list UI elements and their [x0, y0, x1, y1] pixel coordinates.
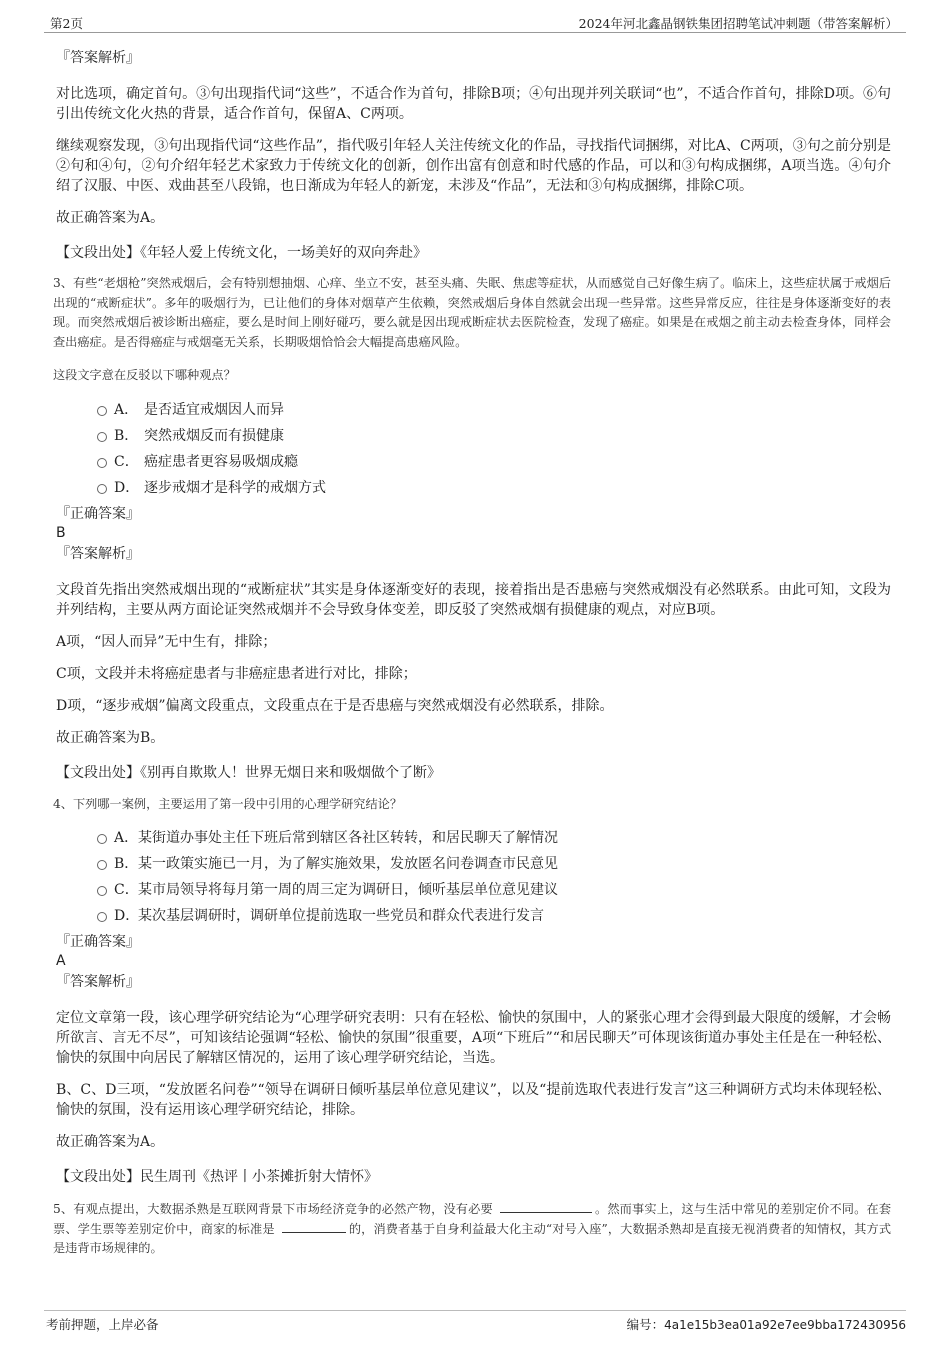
q2-analysis-p1: 对比选项，确定首句。③句出现指代词“这些”，不适合作为首句，排除B项；④句出现并列关联词“也”，不适合作首句，排除D项。⑥句引出传统文化火热的背景，适合作首句，保留A、C两项。	[56, 86, 891, 122]
blank-line[interactable]	[500, 1200, 592, 1213]
page-number: 第2页	[50, 16, 83, 31]
q2-analysis-p2: 继续观察发现，③句出现指代词“这些作品”，指代吸引年轻人关注传统文化的作品，寻找指代词捆绑，对比A、C两项，③句之前分别是②句和④句，②句介绍年轻艺术家致力于传统文化的创新，创作出富有创意和时代感的作品，可以和③句构成捆绑，A项当选。④句介绍了汉服、中医、戏曲甚至八段锦，也日渐成为年轻人的新宠，未涉及“作品”，无法和③句构成捆绑，排除C项。	[56, 138, 891, 194]
radio-icon[interactable]	[97, 886, 107, 896]
q4-conclusion: 故正确答案为A。	[56, 1134, 165, 1150]
q2-analysis-label: 『答案解析』	[56, 50, 140, 66]
q3-analysis-p1: 文段首先指出突然戒烟出现的“戒断症状”其实是身体逐渐变好的表现，接着指出是否患癌与突然戒烟没有必然联系。由此可知，文段为并列结构，主要从两方面论证突然戒烟并不会导致身体变差，即反驳了突然戒烟有损健康的观点，对应B项。	[56, 581, 891, 618]
q3-question: 这段文字意在反驳以下哪种观点？	[53, 368, 236, 382]
radio-icon[interactable]	[97, 458, 107, 468]
footer-slogan: 考前押题，上岸必备	[46, 1317, 159, 1332]
q3-analysis-p2: A项，“因人而异”无中生有，排除；	[56, 633, 277, 650]
document-code: 编号：4a1e15b3ea01a92e7ee9bba172430956	[626, 1317, 906, 1332]
document-content	[53, 40, 892, 1259]
q3-options	[56, 400, 891, 498]
radio-icon[interactable]	[97, 834, 107, 844]
q4-options	[56, 828, 891, 926]
q4-analysis-p2: B、C、D三项，“发放匿名问卷”“领导在调研日倾听基层单位意见建议”，以及“提前选取代表进行发言”这三种调研方式均未体现轻松、愉快的氛围，没有运用该心理学研究结论，排除。	[56, 1082, 891, 1118]
q4-stem: 4、下列哪一案例，主要运用了第一段中引用的心理学研究结论？	[53, 796, 403, 811]
q3-analysis-label: 『答案解析』	[56, 545, 140, 562]
radio-icon[interactable]	[97, 406, 107, 416]
radio-icon[interactable]	[97, 484, 107, 494]
q3-analysis-p3: C项，文段并未将癌症患者与非癌症患者进行对比，排除；	[56, 665, 417, 682]
q4-option-d[interactable]: D．某次基层调研时，调研单位提前选取一些党员和群众代表进行发言	[56, 906, 891, 926]
q3-answer-label: 『正确答案』	[56, 505, 140, 522]
q3-analysis-p4: D项，“逐步戒烟”偏离文段重点，文段重点在于是否患癌与突然戒烟没有必然联系，排除。	[56, 697, 614, 714]
q2-source: 【文段出处】《年轻人爱上传统文化，一场美好的双向奔赴》	[56, 245, 427, 261]
q4-answer: A	[56, 953, 66, 969]
q4-source: 【文段出处】民生周刊《热评丨小茶摊折射大情怀》	[56, 1169, 378, 1185]
q4-option-c[interactable]: C．某市局领导将每月第一周的周三定为调研日，倾听基层单位意见建议	[56, 880, 891, 900]
blank-line[interactable]	[282, 1220, 346, 1233]
q3-option-a[interactable]: A． 是否适宜戒烟因人而异	[56, 400, 891, 420]
q3-option-b[interactable]: B． 突然戒烟反而有损健康	[56, 426, 891, 446]
radio-icon[interactable]	[97, 860, 107, 870]
radio-icon[interactable]	[97, 432, 107, 442]
q4-option-b[interactable]: B．某一政策实施已一月，为了解实施效果，发放匿名问卷调查市民意见	[56, 854, 891, 874]
radio-icon[interactable]	[97, 912, 107, 922]
q3-stem: 3、有些“老烟枪”突然戒烟后，会有特别想抽烟、心痒、坐立不安，甚至头痛、失眠、焦虑等症状，从而感觉自己好像生病了。临床上，这些症状属于戒烟后出现的“戒断症状”。多年的吸烟行为，已让他们的身体对烟草产生依赖，突然戒烟后身体自然就会出现一些异常。这些异常反应，往往是身体逐渐变好的表现。而突然戒烟后被诊断出癌症，要么是时间上刚好碰巧，要么就是因出现戒断症状去医院检查，发现了癌症。如果是在戒烟之前主动去检查身体，同样会查出癌症。是否得癌症与戒烟毫无关系，长期吸烟恰恰会大幅提高患癌风险。	[53, 276, 891, 349]
q4-option-a[interactable]: A．某街道办事处主任下班后常到辖区各社区转转，和居民聊天了解情况	[56, 828, 891, 848]
q3-conclusion: 故正确答案为B。	[56, 729, 165, 746]
page-header	[44, 14, 906, 33]
q3-answer: B	[56, 524, 66, 541]
q4-analysis-label: 『答案解析』	[56, 974, 140, 990]
document-title: 2024年河北鑫晶钢铁集团招聘笔试冲刺题（带答案解析）	[578, 16, 898, 31]
q2-conclusion: 故正确答案为A。	[56, 210, 165, 226]
page-footer	[44, 1310, 906, 1334]
q3-option-d[interactable]: D． 逐步戒烟才是科学的戒烟方式	[56, 478, 891, 498]
q3-option-c[interactable]: C． 癌症患者更容易吸烟成瘾	[56, 452, 891, 472]
q3-source: 【文段出处】《别再自欺欺人！世界无烟日来和吸烟做个了断》	[56, 764, 441, 781]
q4-analysis-p1: 定位文章第一段，该心理学研究结论为“心理学研究表明：只有在轻松、愉快的氛围中，人的紧张心理才会得到最大限度的缓解，才会畅所欲言、言无不尽”，可知该结论强调“轻松、愉快的氛围”很重要，A项“下班后”“和居民聊天”可体现该街道办事处主任是在一种轻松、愉快的氛围中向居民了解辖区情况的，运用了该心理学研究结论，当选。	[56, 1010, 891, 1066]
q5-stem: 5、有观点提出，大数据杀熟是互联网背景下市场经济竞争的必然产物，没有必要 。然而事实上，这与生活中常见的差别定价不同。在套票、学生票等差别定价中，商家的标准是 的，消费者基于自身利益最大化主动“对号入座”，大数据杀熟却是直接无视消费者的知情权，其方式是违背市场规律的。	[53, 1202, 892, 1255]
q4-answer-label: 『正确答案』	[56, 934, 140, 950]
